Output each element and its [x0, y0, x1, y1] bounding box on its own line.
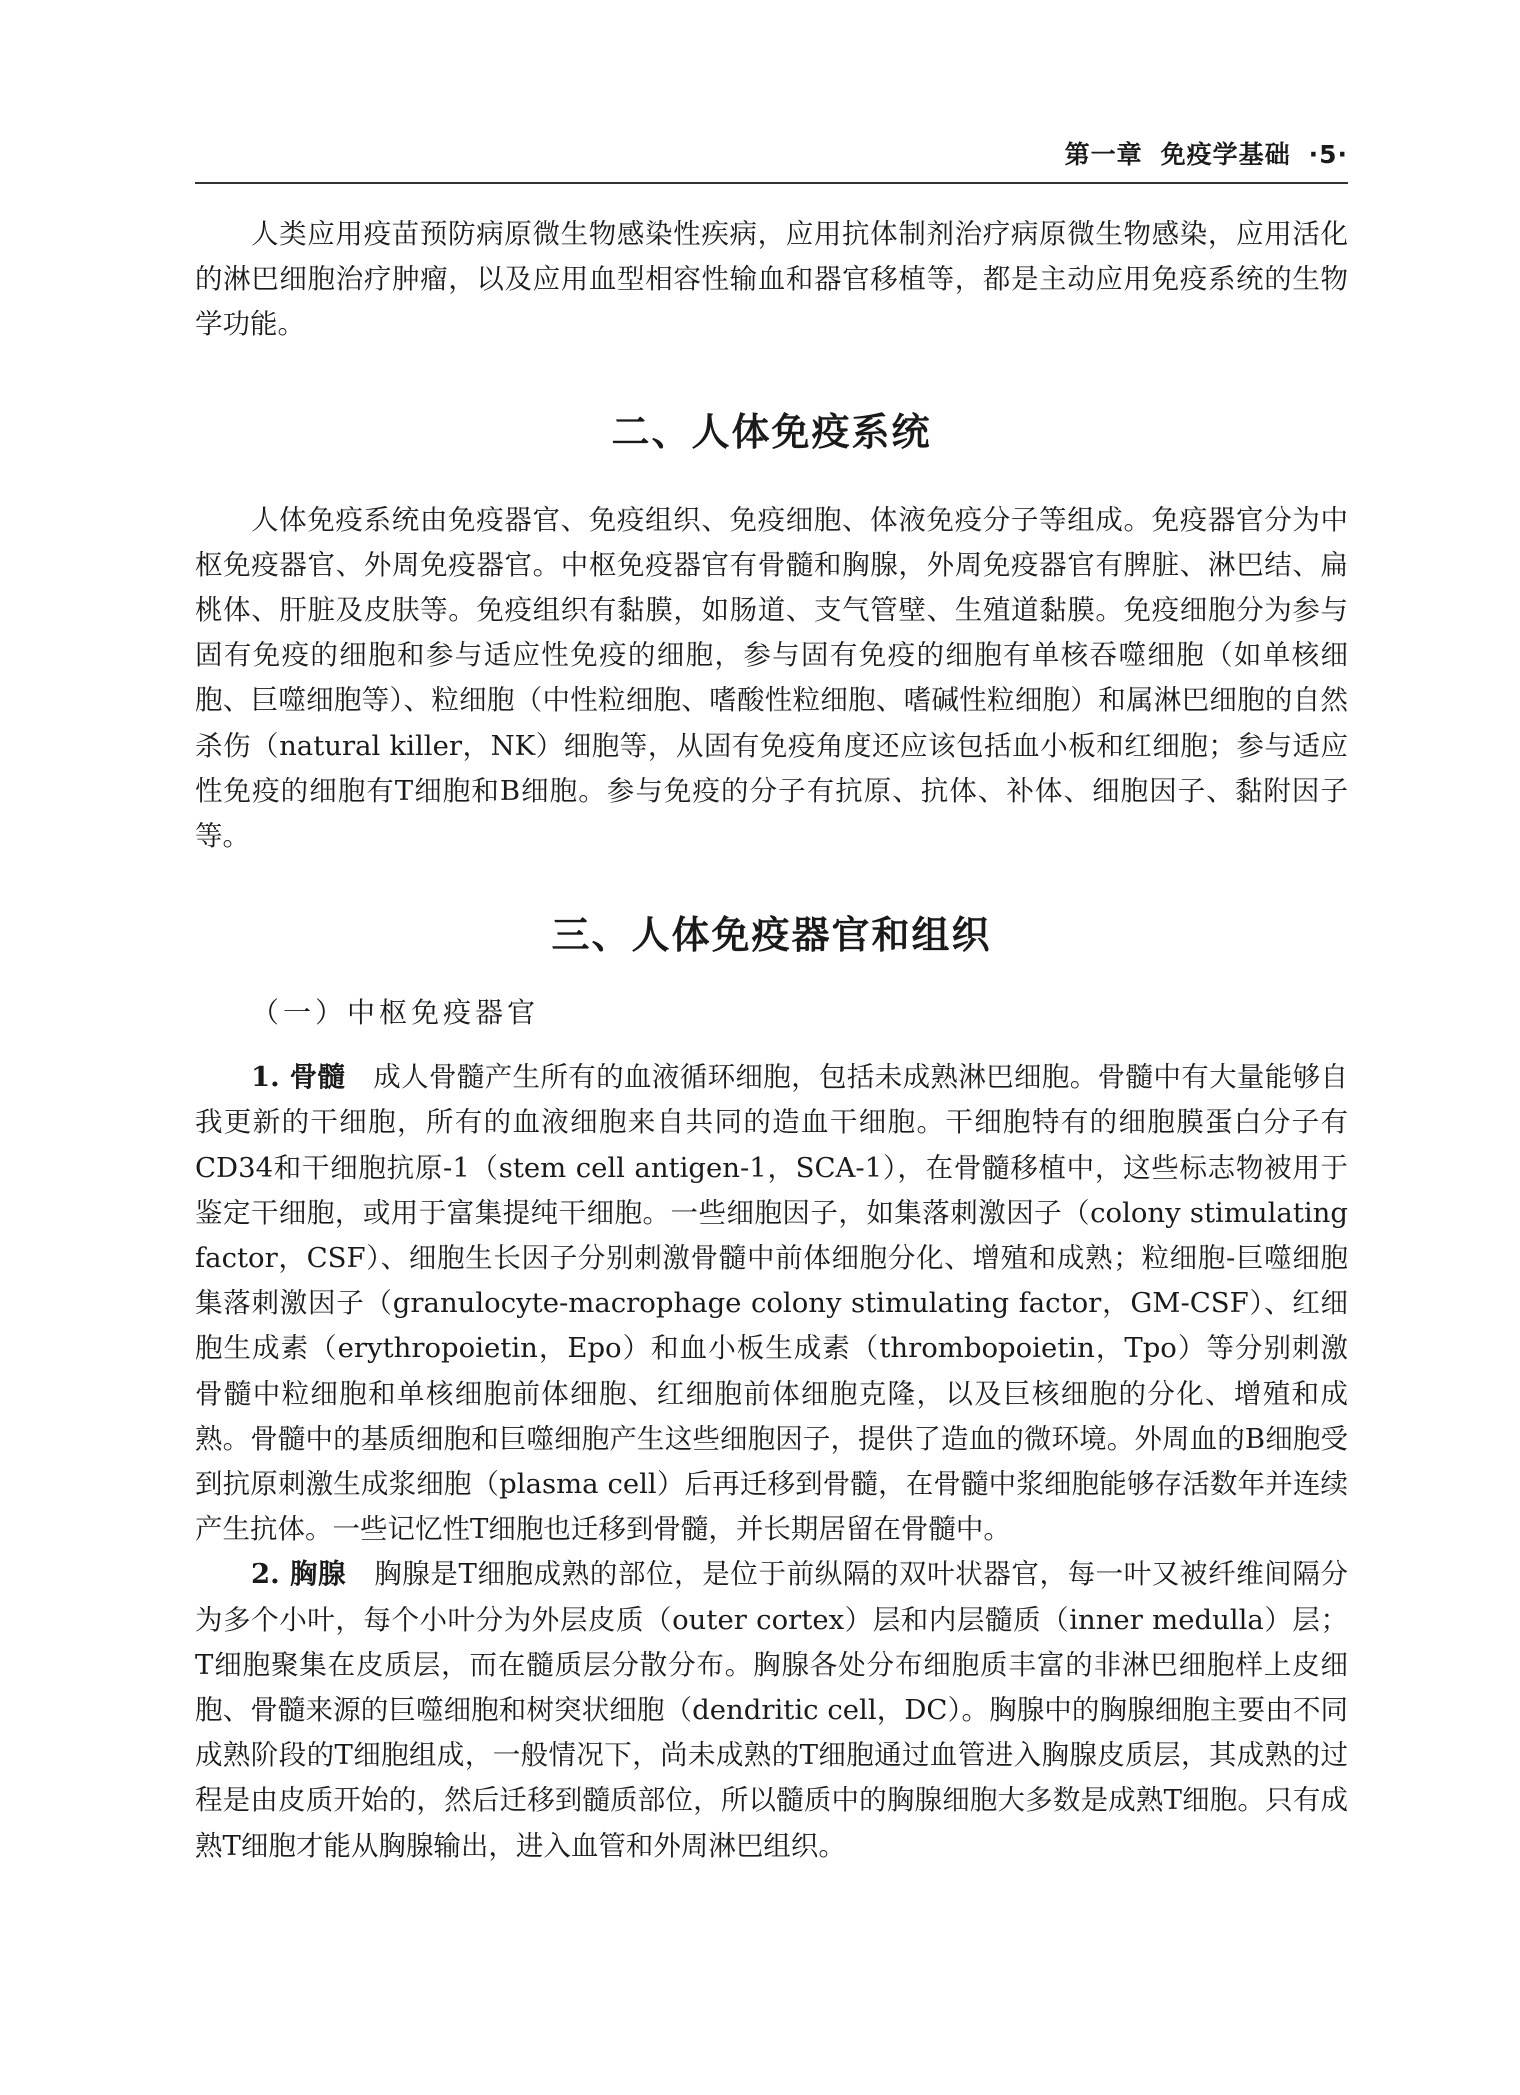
- header-chapter: 第一章: [1064, 140, 1143, 169]
- bone-marrow-title: 1. 骨髓: [251, 1061, 346, 1094]
- running-header: [195, 138, 1348, 184]
- thymus-title: 2. 胸腺: [251, 1558, 347, 1591]
- thymus-paragraph: [195, 1552, 1348, 1868]
- bone-marrow-text: 成人骨髓产生所有的血液循环细胞，包括未成熟淋巴细胞。骨髓中有大量能够自我更新的干细胞，所有的血液细胞来自共同的造血干细胞。干细胞特有的细胞膜蛋白分子有CD34和干细胞抗原-1（stem cell antigen-1，SCA-1），在骨髓移植中，这些标志物被用于鉴定干细胞，或用于富集提纯干细胞。一些细胞因子，如集落刺激因子（colony stimulating factor，CSF）、细胞生长因子分别刺激骨髓中前体细胞分化、增殖和成熟；粒细胞-巨噬细胞集落刺激因子（granulocyte-macrophage colony stimulating factor，GM-CSF）、红细胞生成素（erythropoietin，Epo）和血小板生成素（thrombopoietin，Tpo）等分别刺激骨髓中粒细胞和单核细胞前体细胞、红细胞前体细胞克隆，以及巨核细胞的分化、增殖和成熟。骨髓中的基质细胞和巨噬细胞产生这些细胞因子，提供了造血的微环境。外周血的B细胞受到抗原刺激生成浆细胞（plasma cell）后再迁移到骨髓，在骨髓中浆细胞能够存活数年并连续产生抗体。一些记忆性T细胞也迁移到骨髓，并长期居留在骨髓中。: [195, 1061, 1349, 1546]
- subsection-heading-central-organs: （一）中枢免疫器官: [251, 996, 540, 1030]
- intro-paragraph: 人类应用疫苗预防病原微生物感染性疾病，应用抗体制剂治疗病原微生物感染，应用活化的淋巴细胞治疗肿瘤，以及应用血型相容性输血和器官移植等，都是主动应用免疫系统的生物学功能。: [195, 218, 1348, 341]
- header-title: 免疫学基础: [1160, 140, 1291, 169]
- section-heading-immune-system: 二、人体免疫系统: [611, 409, 932, 454]
- page-number: ·5·: [1308, 140, 1348, 169]
- section-heading-immune-organs: 三、人体免疫器官和组织: [551, 913, 992, 958]
- page-body: [195, 212, 1348, 1869]
- immune-system-paragraph: 人体免疫系统由免疫器官、免疫组织、免疫细胞、体液免疫分子等组成。免疫器官分为中枢免疫器官、外周免疫器官。中枢免疫器官有骨髓和胸腺，外周免疫器官有脾脏、淋巴结、扁桃体、肝脏及皮肤等。免疫组织有黏膜，如肠道、支气管壁、生殖道黏膜。免疫细胞分为参与固有免疫的细胞和参与适应性免疫的细胞，参与固有免疫的细胞有单核吞噬细胞（如单核细胞、巨噬细胞等）、粒细胞（中性粒细胞、嗜酸性粒细胞、嗜碱性粒细胞）和属淋巴细胞的自然杀伤（natural killer，NK）细胞等，从固有免疫角度还应该包括血小板和红细胞；参与适应性免疫的细胞有T细胞和B细胞。参与免疫的分子有抗原、抗体、补体、细胞因子、黏附因子等。: [195, 503, 1348, 853]
- thymus-text: 胸腺是T细胞成熟的部位，是位于前纵隔的双叶状器官，每一叶又被纤维间隔分为多个小叶，每个小叶分为外层皮质（outer cortex）层和内层髓质（inner medulla）层；T细胞聚集在皮质层，而在髓质层分散分布。胸腺各处分布细胞质丰富的非淋巴细胞样上皮细胞、骨髓来源的巨噬细胞和树突状细胞（dendritic cell，DC）。胸腺中的胸腺细胞主要由不同成熟阶段的T细胞组成，一般情况下，尚未成熟的T细胞通过血管进入胸腺皮质层，其成熟的过程是由皮质开始的，然后迁移到髓质部位，所以髓质中的胸腺细胞大多数是成熟T细胞。只有成熟T细胞才能从胸腺输出，进入血管和外周淋巴组织。: [195, 1558, 1348, 1862]
- bone-marrow-paragraph: [195, 1055, 1348, 1552]
